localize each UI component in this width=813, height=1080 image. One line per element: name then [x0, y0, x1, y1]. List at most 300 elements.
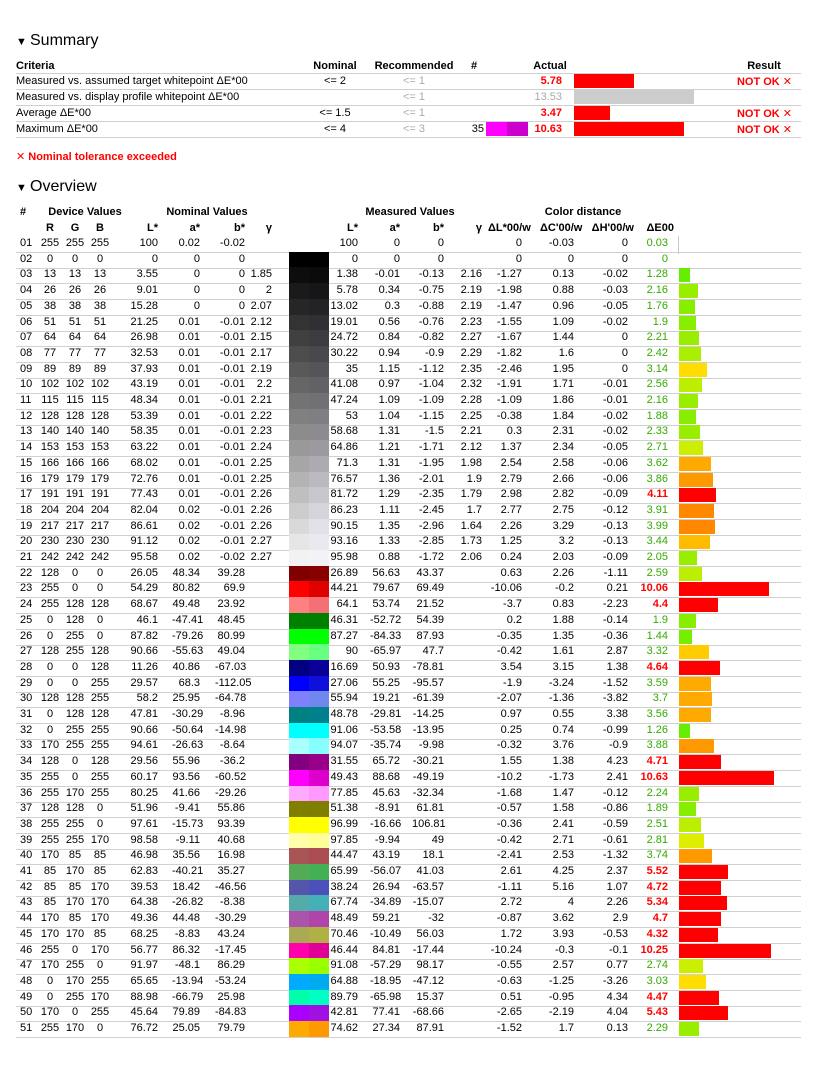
- cell-num: 04: [20, 284, 33, 296]
- delta-e-bar: [679, 896, 727, 910]
- cell-R: 0: [46, 661, 54, 673]
- cell-dC: 1.6: [558, 347, 574, 359]
- cell-b: -53.24: [215, 975, 247, 987]
- cell-dC: 1.47: [552, 787, 574, 799]
- cell-b: -0.01: [219, 457, 245, 469]
- cell-a: 86.32: [172, 944, 200, 956]
- cell-b: -8.38: [219, 896, 245, 908]
- cell-mL: 64.88: [330, 975, 358, 987]
- cell-dH: 4.23: [606, 755, 628, 767]
- cell-dC: 1.7: [558, 1022, 574, 1034]
- cell-dC: 3.29: [552, 520, 574, 532]
- cell-mb: 0: [437, 237, 444, 249]
- cell-mL: 24.72: [330, 331, 358, 343]
- table-row: [0, 566, 813, 582]
- table-row: [0, 754, 813, 770]
- cell-gamma: 2.25: [250, 457, 272, 469]
- cell-R: 255: [40, 237, 60, 249]
- bar-axis-line: [678, 236, 679, 254]
- cell-G: 64: [68, 331, 82, 343]
- cell-dH: 1.38: [606, 661, 628, 673]
- cell-mb: -95.57: [412, 677, 444, 689]
- cell-B: 64: [93, 331, 107, 343]
- cell-a: 0.01: [178, 316, 200, 328]
- delta-e-bar: [679, 331, 699, 345]
- cell-mL: 100: [339, 237, 358, 249]
- cell-G: 85: [68, 881, 82, 893]
- cell-dL: -1.27: [496, 268, 522, 280]
- collapse-triangle-icon[interactable]: ▼: [16, 36, 27, 48]
- table-row: [0, 974, 813, 990]
- cell-mL: 77.85: [330, 787, 358, 799]
- cell-a: 68.3: [178, 677, 200, 689]
- cell-mgamma: 2.19: [460, 300, 482, 312]
- cell-gamma: 2.07: [250, 300, 272, 312]
- cell-R: 255: [40, 582, 60, 594]
- nominal-swatch: [289, 833, 309, 849]
- nominal-swatch: [289, 330, 309, 346]
- cell-G: 255: [65, 724, 85, 736]
- cell-B: 0: [96, 630, 104, 642]
- cell-R: 191: [40, 488, 60, 500]
- delta-e-bar: [679, 363, 707, 377]
- cell-ma: 0.94: [378, 347, 400, 359]
- cell-B: 255: [90, 237, 110, 249]
- cell-mL: 1.38: [336, 268, 358, 280]
- cell-B: 255: [90, 739, 110, 751]
- cell-mb: -32: [428, 912, 444, 924]
- delta-e-bar: [679, 771, 774, 785]
- cell-mL: 89.79: [330, 991, 358, 1003]
- cell-dE: 1.89: [646, 802, 668, 814]
- row-divider: [16, 137, 801, 138]
- delta-e-bar: [679, 645, 709, 659]
- cell-dC: 3.76: [552, 739, 574, 751]
- nominal-swatch: [289, 801, 309, 817]
- cell-b: -0.02: [219, 551, 245, 563]
- summary-heading[interactable]: [16, 32, 98, 50]
- cell-G: 77: [68, 347, 82, 359]
- cell-G: 38: [68, 300, 82, 312]
- cell-dE: 4.72: [646, 881, 668, 893]
- cell-mb: -78.81: [412, 661, 444, 673]
- cell-dE: 5.52: [646, 865, 668, 877]
- cell-num: 23: [20, 582, 33, 594]
- cell-L: 86.61: [130, 520, 158, 532]
- cell-L: 29.57: [130, 677, 158, 689]
- col-header-G: G: [70, 222, 80, 234]
- cell-dH: -0.02: [602, 316, 628, 328]
- summary-header-count: #: [470, 60, 478, 72]
- table-row: [0, 456, 813, 472]
- measured-swatch: [309, 236, 329, 252]
- cell-dL: -10.24: [490, 944, 522, 956]
- cell-a: 41.66: [172, 787, 200, 799]
- cell-dH: -0.06: [602, 457, 628, 469]
- cell-G: 204: [65, 504, 85, 516]
- cell-R: 255: [40, 771, 60, 783]
- cell-dE: 0: [661, 253, 668, 265]
- cell-dE: 3.59: [646, 677, 668, 689]
- cell-B: 0: [96, 1022, 104, 1034]
- cell-b: -64.78: [215, 692, 247, 704]
- cell-dL: -0.63: [496, 975, 522, 987]
- delta-e-bar: [679, 425, 700, 439]
- nominal-swatch: [289, 1021, 309, 1037]
- cell-a: 55.96: [172, 755, 200, 767]
- cell-dL: -0.87: [496, 912, 522, 924]
- cell-R: 170: [40, 1006, 60, 1018]
- cell-dH: 0: [621, 363, 628, 375]
- cell-R: 0: [46, 253, 54, 265]
- cell-dC: 2.57: [552, 959, 574, 971]
- cell-ma: 1.04: [378, 410, 400, 422]
- cell-L: 32.53: [130, 347, 158, 359]
- measured-swatch: [309, 707, 329, 723]
- cell-dH: 0.77: [606, 959, 628, 971]
- cell-dC: 2.34: [552, 441, 574, 453]
- nominal-swatch: [289, 958, 309, 974]
- cell-mb: 54.39: [416, 614, 444, 626]
- measured-swatch: [309, 738, 329, 754]
- cell-G: 128: [65, 692, 85, 704]
- cell-dE: 2.42: [646, 347, 668, 359]
- cell-dE: 3.62: [646, 457, 668, 469]
- nominal-swatch: [289, 723, 309, 739]
- table-row: [0, 629, 813, 645]
- summary-swatch: [486, 122, 507, 136]
- cell-dH: -0.1: [609, 944, 628, 956]
- cell-L: 82.04: [130, 504, 158, 516]
- cell-ma: 56.63: [372, 567, 400, 579]
- cell-a: 0.01: [178, 347, 200, 359]
- cell-B: 170: [90, 881, 110, 893]
- table-row: [0, 707, 813, 723]
- cell-ma: 0.56: [378, 316, 400, 328]
- cell-R: 0: [46, 991, 54, 1003]
- nominal-swatch: [289, 707, 309, 723]
- cell-dC: 3.62: [552, 912, 574, 924]
- cell-R: 85: [43, 896, 57, 908]
- cell-ma: 55.25: [372, 677, 400, 689]
- cell-dL: 2.72: [500, 896, 522, 908]
- cell-L: 37.93: [130, 363, 158, 375]
- cell-b: 79.79: [217, 1022, 245, 1034]
- delta-e-bar: [679, 677, 711, 691]
- cell-mL: 95.98: [330, 551, 358, 563]
- measured-swatch: [309, 267, 329, 283]
- cell-dL: -0.55: [496, 959, 522, 971]
- col-header-mb: b*: [433, 222, 444, 234]
- cell-dH: -1.52: [602, 677, 628, 689]
- cell-B: 85: [93, 849, 107, 861]
- cell-G: 191: [65, 488, 85, 500]
- summary-count: 35: [471, 123, 484, 135]
- cell-mgamma: 2.12: [460, 441, 482, 453]
- table-row: [0, 252, 813, 268]
- cell-L: 0: [151, 253, 158, 265]
- cell-G: 255: [65, 818, 85, 830]
- table-row: [0, 487, 813, 503]
- cell-b: -0.01: [219, 488, 245, 500]
- cell-dL: -1.82: [496, 347, 522, 359]
- cell-dE: 2.16: [646, 284, 668, 296]
- cell-a: 18.42: [172, 881, 200, 893]
- cell-b: -8.64: [219, 739, 245, 751]
- cell-B: 128: [90, 708, 110, 720]
- cell-dL: 2.98: [500, 488, 522, 500]
- nominal-swatch: [289, 770, 309, 786]
- delta-e-bar: [679, 944, 771, 958]
- nominal-swatch: [289, 424, 309, 440]
- cell-mL: 31.55: [330, 755, 358, 767]
- cell-ma: 59.21: [372, 912, 400, 924]
- cell-ma: 0.88: [378, 551, 400, 563]
- cell-L: 62.83: [130, 865, 158, 877]
- cell-b: -36.2: [219, 755, 245, 767]
- cell-dL: -2.07: [496, 692, 522, 704]
- cell-dL: 1.25: [500, 535, 522, 547]
- cell-R: 170: [40, 912, 60, 924]
- cell-B: 89: [93, 363, 107, 375]
- cell-R: 140: [40, 425, 60, 437]
- cell-b: -0.01: [219, 410, 245, 422]
- cell-dC: 1.09: [552, 316, 574, 328]
- cell-L: 43.19: [130, 378, 158, 390]
- summary-result: NOT OK ✕: [736, 76, 792, 88]
- cell-dC: -1.73: [548, 771, 574, 783]
- cell-B: 255: [90, 724, 110, 736]
- cell-mb: -2.35: [418, 488, 444, 500]
- measured-swatch: [309, 833, 329, 849]
- measured-swatch: [309, 550, 329, 566]
- measured-swatch: [309, 895, 329, 911]
- cell-num: 32: [20, 724, 33, 736]
- delta-e-bar: [679, 928, 718, 942]
- delta-e-bar: [679, 755, 721, 769]
- measured-swatch: [309, 644, 329, 660]
- cell-R: 0: [46, 630, 54, 642]
- cell-B: 179: [90, 473, 110, 485]
- cell-dC: 2.31: [552, 425, 574, 437]
- delta-e-bar: [679, 991, 719, 1005]
- cell-a: 93.56: [172, 771, 200, 783]
- cell-dL: 1.55: [500, 755, 522, 767]
- cell-dH: -0.9: [609, 739, 628, 751]
- measured-swatch: [309, 660, 329, 676]
- group-nominal-values: Nominal Values: [166, 206, 248, 218]
- cell-dC: -0.95: [548, 991, 574, 1003]
- cell-b: 0: [238, 268, 245, 280]
- cell-dH: -3.82: [602, 692, 628, 704]
- cell-L: 97.61: [130, 818, 158, 830]
- cell-dE: 4.11: [647, 488, 668, 500]
- nominal-swatch: [289, 346, 309, 362]
- cell-a: -9.41: [174, 802, 200, 814]
- summary-actual-bar: [574, 122, 684, 136]
- delta-e-bar: [679, 410, 696, 424]
- nominal-swatch: [289, 267, 309, 283]
- delta-e-bar: [679, 441, 703, 455]
- nominal-swatch: [289, 943, 309, 959]
- cell-a: -48.1: [174, 959, 200, 971]
- cell-gamma: 2.27: [250, 535, 272, 547]
- cell-dC: 2.53: [552, 849, 574, 861]
- cell-b: 0: [238, 253, 245, 265]
- cell-dH: -1.11: [603, 567, 628, 579]
- cell-dH: 4.34: [606, 991, 628, 1003]
- cell-dH: 2.26: [606, 896, 628, 908]
- nominal-swatch: [289, 911, 309, 927]
- cell-B: 0: [96, 802, 104, 814]
- cell-B: 128: [90, 645, 110, 657]
- delta-e-bar: [679, 457, 711, 471]
- cell-num: 44: [20, 912, 33, 924]
- overview-heading[interactable]: [16, 178, 97, 196]
- cell-num: 10: [20, 378, 33, 390]
- cell-R: 13: [43, 268, 57, 280]
- cell-mL: 30.22: [330, 347, 358, 359]
- cell-num: 24: [20, 598, 33, 610]
- cell-dH: 2.87: [606, 645, 628, 657]
- nominal-swatch: [289, 472, 309, 488]
- delta-e-bar: [679, 724, 690, 738]
- cell-dC: 1.71: [552, 378, 574, 390]
- cell-num: 19: [20, 520, 33, 532]
- cell-G: 0: [71, 661, 79, 673]
- cell-dE: 3.86: [646, 473, 668, 485]
- cell-dC: 2.26: [552, 567, 574, 579]
- cell-ma: 26.94: [372, 881, 400, 893]
- measured-swatch: [309, 487, 329, 503]
- cell-mb: -32.34: [412, 787, 444, 799]
- summary-nominal: <= 4: [323, 123, 347, 135]
- cell-num: 21: [20, 551, 33, 563]
- nominal-swatch: [289, 880, 309, 896]
- delta-e-bar: [679, 787, 699, 801]
- table-row: [0, 723, 813, 739]
- cell-a: -79.26: [172, 630, 204, 642]
- table-row: [0, 817, 813, 833]
- cell-B: 166: [90, 457, 110, 469]
- cell-dH: -0.09: [602, 551, 628, 563]
- measured-swatch: [309, 377, 329, 393]
- cell-dC: 0.74: [552, 724, 574, 736]
- cell-G: 128: [65, 410, 85, 422]
- cell-dH: 0.21: [606, 582, 628, 594]
- nominal-swatch: [289, 817, 309, 833]
- cell-dH: -2.23: [602, 598, 628, 610]
- cell-gamma: 2.22: [250, 410, 272, 422]
- cell-mgamma: 2.25: [460, 410, 482, 422]
- cell-B: 0: [96, 818, 104, 830]
- cell-dE: 3.88: [646, 739, 668, 751]
- cell-R: 255: [40, 787, 60, 799]
- cell-dL: 0: [515, 237, 522, 249]
- cell-R: 170: [40, 739, 60, 751]
- cell-G: 0: [71, 755, 79, 767]
- cell-G: 0: [71, 253, 79, 265]
- cell-dL: -1.67: [496, 331, 522, 343]
- cell-mb: -61.39: [412, 692, 444, 704]
- cell-a: -26.63: [172, 739, 204, 751]
- cell-mb: -47.12: [412, 975, 444, 987]
- delta-e-bar: [679, 488, 716, 502]
- cell-num: 26: [20, 630, 33, 642]
- cell-mb: -9.98: [418, 739, 444, 751]
- cell-dC: -0.2: [555, 582, 574, 594]
- cell-a: -40.21: [172, 865, 204, 877]
- cell-mb: 41.03: [416, 865, 444, 877]
- cell-mL: 42.81: [330, 1006, 358, 1018]
- cell-dH: -0.12: [602, 504, 628, 516]
- cell-a: 0.01: [178, 331, 200, 343]
- cell-B: 0: [96, 253, 104, 265]
- cell-ma: -52.72: [370, 614, 402, 626]
- delta-e-bar: [679, 347, 701, 361]
- measured-swatch: [309, 990, 329, 1006]
- cell-ma: 1.11: [379, 504, 400, 516]
- cell-dH: -0.86: [602, 802, 628, 814]
- delta-e-bar: [679, 551, 697, 565]
- cell-dL: -2.65: [496, 1006, 522, 1018]
- cell-b: -0.01: [219, 425, 245, 437]
- cell-G: 166: [65, 457, 85, 469]
- cell-b: 0: [238, 300, 245, 312]
- measured-swatch: [309, 519, 329, 535]
- summary-swatch: [507, 122, 528, 136]
- summary-recommended: <= 1: [402, 107, 426, 119]
- cell-dH: 0.13: [606, 1022, 628, 1034]
- col-header-dE: ΔE00: [646, 222, 674, 234]
- cell-B: 230: [90, 535, 110, 547]
- cell-L: 98.58: [130, 834, 158, 846]
- nominal-swatch: [289, 691, 309, 707]
- cell-mL: 71.3: [336, 457, 358, 469]
- cell-dC: 4: [567, 896, 574, 908]
- cell-dC: -1.36: [548, 692, 574, 704]
- cell-dL: -0.57: [496, 802, 522, 814]
- cell-ma: 0: [393, 253, 400, 265]
- cell-B: 128: [90, 598, 110, 610]
- cell-mgamma: 1.7: [466, 504, 482, 516]
- cell-mb: -15.07: [412, 896, 444, 908]
- nominal-swatch: [289, 377, 309, 393]
- cell-b: -0.01: [219, 535, 245, 547]
- cell-G: 0: [71, 677, 79, 689]
- cell-b: 93.39: [217, 818, 245, 830]
- cell-dC: 1.35: [552, 630, 574, 642]
- collapse-triangle-icon[interactable]: ▼: [16, 182, 27, 194]
- cell-dH: -0.05: [602, 441, 628, 453]
- nominal-swatch: [289, 786, 309, 802]
- cell-dC: 1.38: [552, 755, 574, 767]
- cell-dL: 2.79: [500, 473, 522, 485]
- cell-R: 128: [40, 645, 60, 657]
- measured-swatch: [309, 472, 329, 488]
- nominal-swatch: [289, 440, 309, 456]
- cell-L: 3.55: [136, 268, 158, 280]
- cell-B: 170: [90, 944, 110, 956]
- cell-num: 33: [20, 739, 33, 751]
- nominal-swatch: [289, 503, 309, 519]
- cell-B: 255: [90, 1006, 110, 1018]
- nominal-swatch: [289, 456, 309, 472]
- cell-mb: 87.91: [416, 1022, 444, 1034]
- cell-G: 102: [65, 378, 85, 390]
- table-row: [0, 833, 813, 849]
- cell-mL: 96.99: [330, 818, 358, 830]
